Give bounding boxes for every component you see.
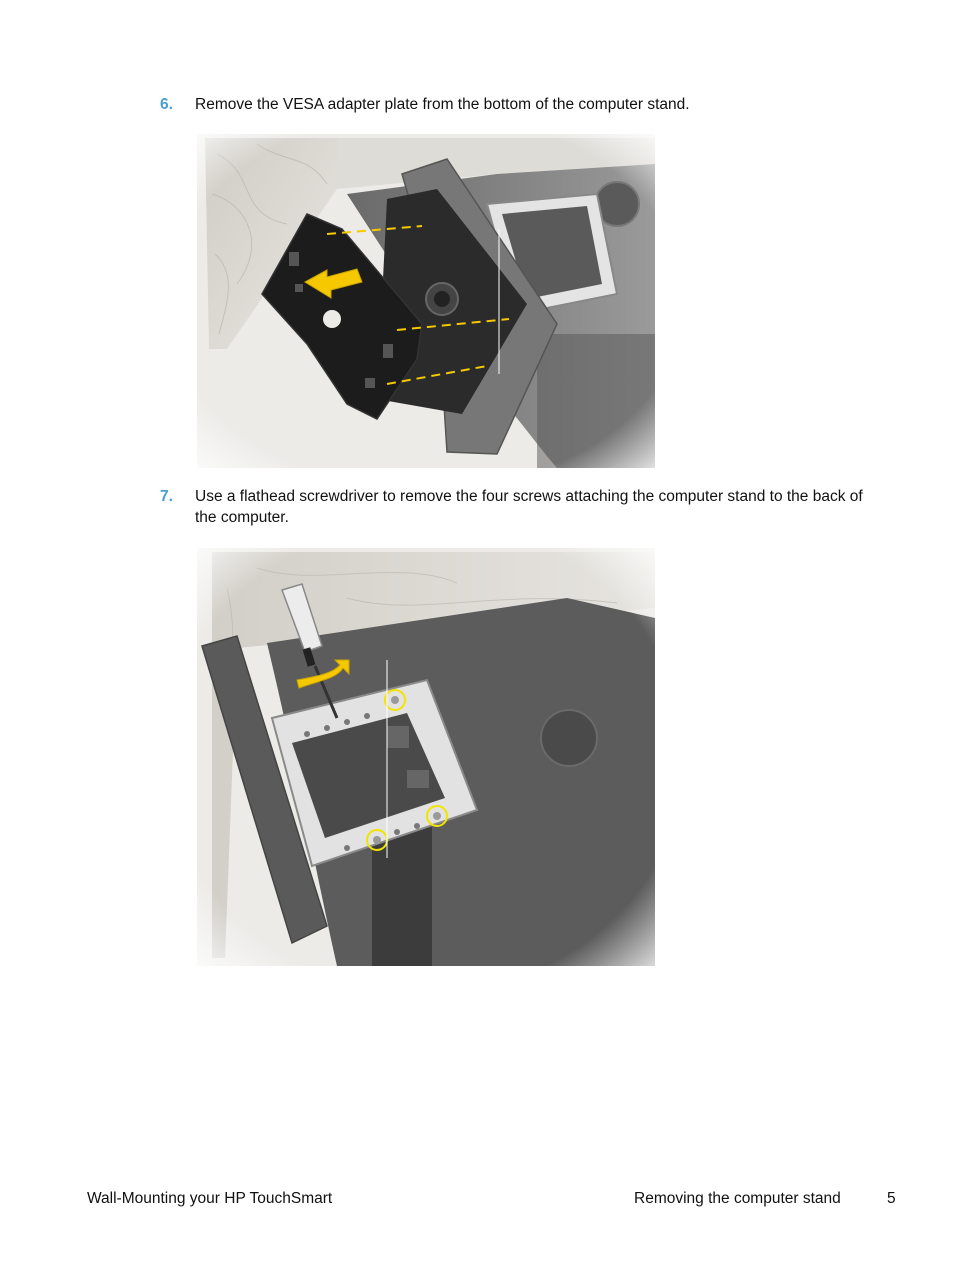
- screw-removal-illustration: [197, 548, 655, 966]
- footer-page-number: 5: [887, 1190, 896, 1207]
- step-7-number: 7.: [160, 488, 173, 505]
- footer-doc-title: Wall-Mounting your HP TouchSmart: [87, 1190, 333, 1207]
- footer-section-title: Removing the computer stand: [634, 1190, 841, 1207]
- vesa-plate-illustration: [197, 134, 655, 468]
- step-6-number: 6.: [160, 96, 173, 113]
- step-6-text: Remove the VESA adapter plate from the bottom of the computer stand.: [195, 96, 690, 113]
- step-7-text: Use a flathead screwdriver to remove the four screws attaching the computer stand to the back of the computer.: [195, 488, 863, 526]
